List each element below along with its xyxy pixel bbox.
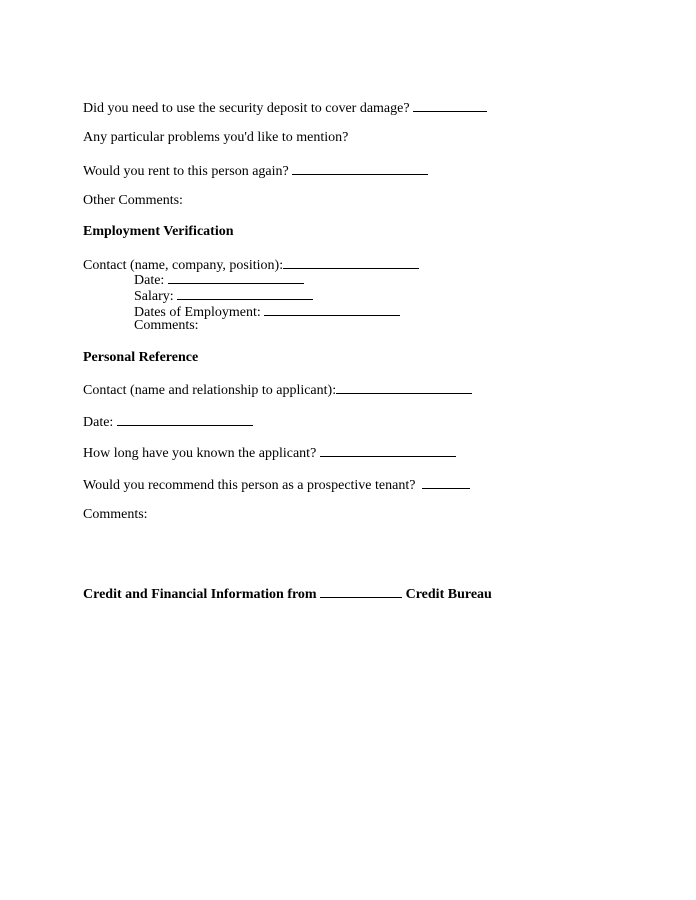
recommend-tenant-field: Would you recommend this person as a prospective tenant?	[83, 476, 470, 494]
reference-date-blank[interactable]	[117, 413, 253, 426]
personal-reference-heading: Personal Reference	[83, 350, 199, 365]
how-long-known-field: How long have you known the applicant?	[83, 444, 456, 462]
security-deposit-blank[interactable]	[413, 99, 487, 112]
recommend-tenant-blank[interactable]	[422, 476, 470, 489]
reference-date-field: Date:	[83, 413, 253, 431]
employment-salary-field: Salary:	[134, 287, 313, 305]
employment-comments-label: Comments:	[134, 318, 199, 333]
employment-contact-field: Contact (name, company, position):	[83, 256, 419, 274]
employment-dates-blank[interactable]	[264, 303, 400, 316]
rent-again-blank[interactable]	[292, 162, 428, 175]
how-long-known-blank[interactable]	[320, 444, 456, 457]
problems-question: Any particular problems you'd like to mention?	[83, 130, 349, 145]
credit-bureau-blank[interactable]	[320, 585, 402, 598]
reference-contact-blank[interactable]	[336, 381, 472, 394]
other-comments-label: Other Comments:	[83, 193, 183, 208]
employment-date-field: Date:	[134, 271, 304, 289]
employment-contact-blank[interactable]	[283, 256, 419, 269]
credit-information-heading: Credit and Financial Information from Credit Bureau	[83, 587, 492, 602]
employment-verification-heading: Employment Verification	[83, 224, 234, 239]
security-deposit-question: Did you need to use the security deposit to cover damage?	[83, 99, 487, 117]
employment-date-blank[interactable]	[168, 271, 304, 284]
employment-salary-blank[interactable]	[177, 287, 313, 300]
employment-dates-field: Dates of Employment:	[134, 303, 400, 321]
reference-comments-label: Comments:	[83, 507, 148, 522]
reference-contact-field: Contact (name and relationship to applicant):	[83, 381, 472, 399]
rent-again-question: Would you rent to this person again?	[83, 162, 428, 180]
